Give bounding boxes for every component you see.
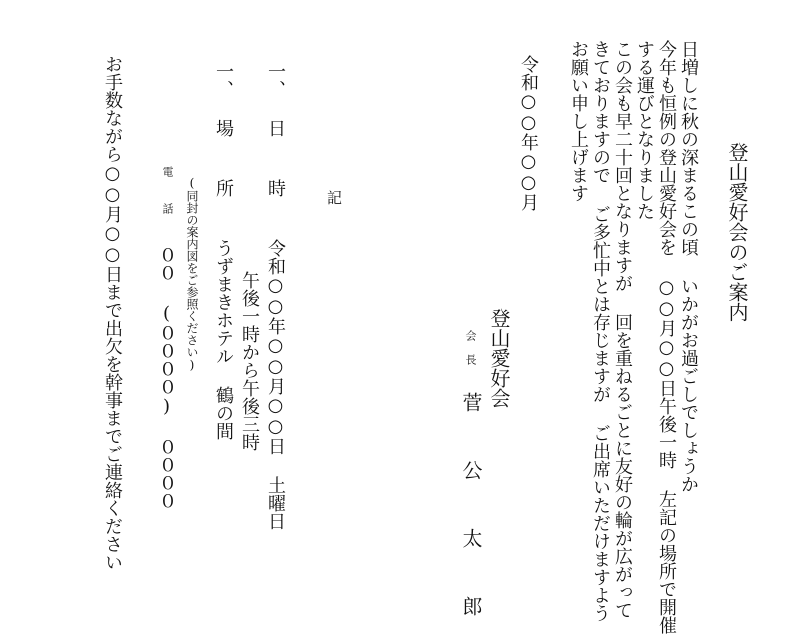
- body-line-3: する運びとなりました: [634, 40, 655, 220]
- schedule-time-sub: 午後一時から午後三時: [239, 271, 260, 451]
- signer-name: 菅 公 太 郎: [459, 392, 483, 616]
- document-title: 登山愛好会のご案内: [725, 142, 749, 322]
- organization-name: 登山愛好会: [487, 308, 511, 408]
- body-line-4: この会も早二十回となりますが 回を重ねるごとに友好の輪が広がって: [612, 40, 633, 619]
- schedule-time-line: 一、 日 時 令和○○年○○月○○日 土曜日: [265, 62, 286, 530]
- document-date: 令和○○年○○月: [518, 55, 539, 211]
- body-line-2: 今年も恒例の登山愛好会を ○○月○○日午後一時 左記の場所で開催: [656, 40, 677, 634]
- body-line-5: きておりますので ご多忙中とは存じますが ご出席いただけますよう: [590, 40, 611, 622]
- map-note: (同封の案内図をご参照ください): [185, 176, 199, 372]
- phone-label: 電 話: [161, 166, 174, 214]
- phone-number: ００ (００００) ００００: [156, 246, 177, 510]
- role-label: 会 長: [464, 330, 477, 365]
- schedule-place-line: 一、 場 所 うずまきホテル 鶴の間: [213, 62, 234, 440]
- ki-label: 記: [325, 190, 343, 206]
- closing-line: お手数ながら○○月○○日まで出欠を幹事までご連絡ください: [102, 55, 123, 571]
- body-line-1: 日増しに秋の深まるこの頃 いかがお過ごしでしょうか: [678, 40, 699, 493]
- body-line-6: お願い申し上げます: [568, 40, 589, 202]
